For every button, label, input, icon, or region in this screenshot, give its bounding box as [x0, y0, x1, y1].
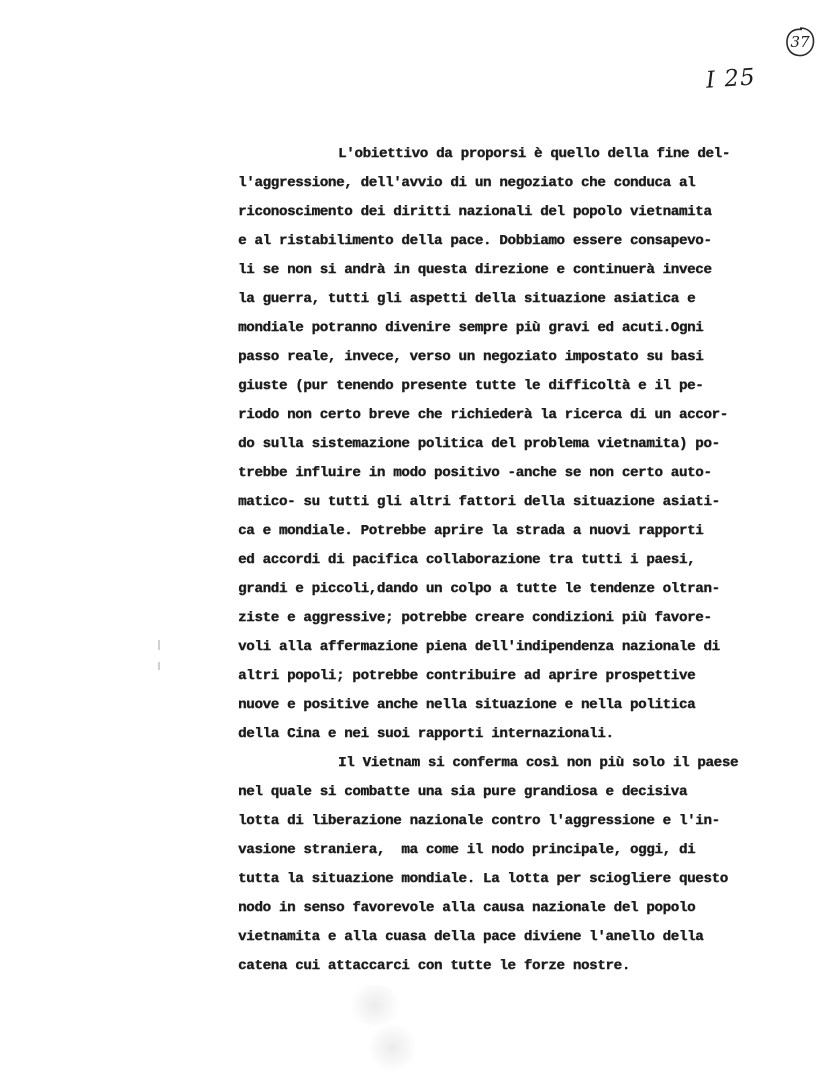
- scan-mark: [158, 662, 160, 670]
- text-line-18: voli alla affermazione piena dell'indipendenza nazionale di: [238, 639, 720, 655]
- text-line-19: altri popoli; potrebbe contribuire ad aprire prospettive: [238, 668, 696, 684]
- text-line-17: ziste e aggressive; potrebbe creare condizioni più favore-: [238, 610, 712, 626]
- text-line-5: li se non si andrà in questa direzione e continuerà invece: [238, 262, 712, 278]
- handwritten-page-number: [784, 26, 816, 58]
- scan-smudge: [365, 1025, 420, 1070]
- text-line-21: della Cina e nei suoi rapporti internazionali.: [238, 726, 614, 742]
- text-line-29: catena cui attaccarci con tutte le forze nostre.: [238, 958, 630, 974]
- text-line-27: nodo in senso favorevole alla causa nazionale del popolo: [238, 900, 696, 916]
- text-line-15: ed accordi di pacifica collaborazione tra tutti i paesi,: [238, 552, 696, 568]
- text-line-7: mondiale potranno divenire sempre più gravi ed acuti.Ogni: [238, 320, 704, 336]
- text-line-26: tutta la situazione mondiale. La lotta per sciogliere questo: [238, 871, 728, 887]
- text-line-1: L'obiettivo da proporsi è quello della fine del-: [338, 146, 730, 162]
- text-line-2: l'aggressione, dell'avvio di un negoziato che conduca al: [238, 175, 696, 191]
- typed-body-text: [238, 140, 828, 981]
- text-line-16: grandi e piccoli,dando un colpo a tutte le tendenze oltran-: [238, 581, 720, 597]
- text-line-4: e al ristabilimento della pace. Dobbiamo essere consapevo-: [238, 233, 712, 249]
- text-line-10: riodo non certo breve che richiederà la ricerca di un accor-: [238, 407, 728, 423]
- text-line-3: riconoscimento dei diritti nazionali del popolo vietnamita: [238, 204, 712, 220]
- text-line-23: nel quale si combatte una sia pure grandiosa e decisiva: [238, 784, 688, 800]
- scan-mark: [158, 640, 160, 650]
- text-line-13: matico- su tutti gli altri fattori della situazione asiati-: [238, 494, 720, 510]
- text-line-12: trebbe influire in modo positivo -anche se non certo auto-: [238, 465, 712, 481]
- handwritten-section-mark: I 25: [705, 64, 757, 94]
- text-line-22: Il Vietnam si conferma così non più solo il paese: [338, 755, 739, 771]
- text-line-11: do sulla sistemazione politica del problema vietnamita) po-: [238, 436, 720, 452]
- text-line-28: vietnamita e alla cuasa della pace diviene l'anello della: [238, 929, 704, 945]
- text-line-6: la guerra, tutti gli aspetti della situazione asiatica e: [238, 291, 696, 307]
- text-line-14: ca e mondiale. Potrebbe aprire la strada a nuovi rapporti: [238, 523, 704, 539]
- text-line-9: giuste (pur tenendo presente tutte le difficoltà e il pe-: [238, 378, 704, 394]
- scan-smudge: [345, 985, 405, 1025]
- text-line-25: vasione straniera, ma come il nodo principale, oggi, di: [238, 842, 696, 858]
- text-line-20: nuove e positive anche nella situazione e nella politica: [238, 697, 696, 713]
- page-number-label: 37: [790, 33, 810, 51]
- text-line-8: passo reale, invece, verso un negoziato impostato su basi: [238, 349, 704, 365]
- text-line-24: lotta di liberazione nazionale contro l'aggressione e l'in-: [238, 813, 720, 829]
